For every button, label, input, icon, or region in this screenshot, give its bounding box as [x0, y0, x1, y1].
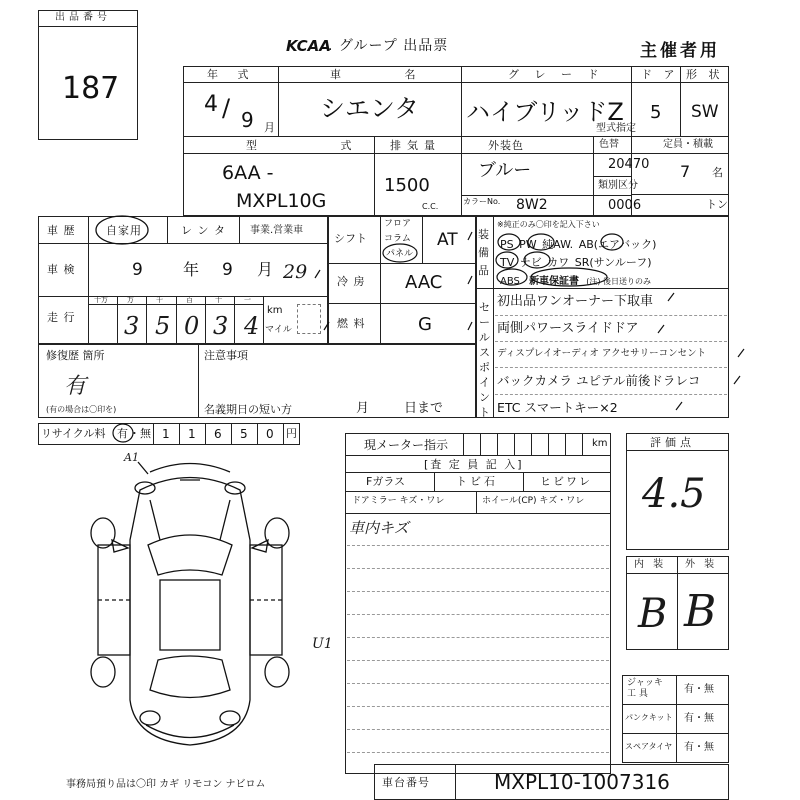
car-name: シエンタ: [320, 94, 420, 123]
equip-warranty: 新車保証書: [529, 276, 580, 287]
grade-label: グ レ ー ド: [508, 68, 605, 81]
equip-ab-note: (エアバック): [593, 238, 657, 251]
equip-sr-note: (サンルーフ): [589, 256, 652, 269]
sales-point: 両側パワースライドドア: [497, 321, 639, 336]
inspection-day: 29: [283, 261, 308, 283]
history-private: 自家用: [106, 224, 142, 237]
sales-point: 初出品ワンオーナー下取車: [497, 294, 654, 309]
equip-sr: SR: [574, 256, 590, 269]
mileage-unit-5: 一: [244, 296, 251, 304]
model-line1: 6AA -: [222, 162, 274, 184]
interior-label: 内 装: [634, 559, 667, 570]
mileage-unit-0: 十万: [94, 296, 108, 304]
mileage-unit-3: 百: [186, 296, 193, 304]
displacement-label: 排気量: [390, 139, 441, 152]
equip-tv: TV: [500, 256, 515, 269]
recycle-unit: 円: [286, 427, 297, 440]
inspector-mirror: ドアミラー キズ・ワレ: [352, 496, 445, 506]
recycle-no: ・無: [129, 427, 151, 440]
recycle-digit: 1: [188, 427, 196, 441]
notes-short-period: 名義期日の短い方: [204, 403, 292, 416]
inspector-cell: トビ石: [456, 475, 498, 488]
notes-label: 注意事項: [204, 349, 248, 362]
shift-option: パネル: [386, 249, 414, 259]
score-value: 4.5: [642, 471, 706, 517]
equip-ab: AB: [578, 238, 594, 251]
repair-note: (有の場合は〇印を): [46, 405, 117, 414]
mileage-unit-km: km: [267, 305, 283, 316]
mileage-digit: 3: [124, 312, 140, 340]
equip-leather: カワ: [547, 256, 570, 269]
displacement-unit: C.C.: [422, 202, 439, 211]
category-label: 類別区分: [598, 180, 638, 191]
damage-mark-a1: A1: [124, 451, 139, 464]
equip-ps: PS: [500, 238, 514, 251]
color-type-label: 色替: [599, 139, 619, 150]
capacity-label: 定員・積載: [663, 139, 713, 150]
tool-label: ジャッキ 工 具: [627, 678, 663, 699]
sheet-title: . グループ 出品票: [328, 38, 449, 54]
chassis-label: 車台番号: [382, 776, 430, 789]
inspection-label: 車 検: [47, 263, 76, 276]
model-line2: MXPL10G: [236, 190, 327, 212]
mileage-label: 走 行: [47, 311, 76, 324]
tool-value: 有・無: [684, 684, 714, 695]
shift-option: フロア: [384, 219, 412, 229]
shape-label: 形 状: [686, 68, 724, 81]
notes-day: 日まで: [404, 401, 444, 416]
inspection-year: 9: [132, 260, 143, 280]
mileage-unit-1: 万: [127, 296, 134, 304]
interior-value: B: [638, 591, 668, 637]
capacity-persons-unit: 名: [712, 166, 723, 179]
equip-note: (注) 後日送りのみ: [586, 277, 652, 286]
mileage-unit-mile: マイル: [265, 325, 292, 335]
meter-label: 現メーター指示: [364, 438, 449, 452]
year-slash: /: [222, 94, 231, 122]
meter-unit: km: [592, 438, 608, 449]
displacement-value: 1500: [384, 175, 430, 196]
year-month-unit: 月: [264, 121, 275, 134]
sales-points-side-label: セールスポイント: [479, 301, 490, 419]
tool-value: 有・無: [684, 742, 714, 753]
lot-divider: [38, 26, 138, 27]
grade-value: ハイブリッドZ: [466, 98, 624, 126]
color-label: 外装色: [488, 139, 524, 152]
shift-value: AT: [437, 230, 458, 250]
history-label: 車 歴: [47, 224, 76, 237]
repair-label: 修復歴 箇所: [46, 349, 105, 362]
equip-pw: PW: [519, 238, 537, 251]
recycle-digit: 6: [214, 427, 222, 441]
year-month: 9: [241, 108, 254, 132]
brand-logo: KCAA: [286, 37, 331, 55]
inspector-wheel: ホイール(CP) キズ・ワレ: [482, 496, 585, 506]
chassis-number: MXPL10-1007316: [494, 770, 670, 794]
inspection-year-unit: 年: [183, 260, 200, 279]
model-label: 型 式: [246, 139, 392, 152]
capacity-load-unit: トン: [706, 198, 728, 211]
mileage-digit: 4: [244, 312, 260, 340]
tool-label: スペアタイヤ: [625, 742, 673, 751]
inspector-cell: Fガラス: [366, 475, 405, 488]
type-designation-value: 20470: [608, 157, 650, 172]
organizer-label: 主催者用: [640, 41, 720, 61]
color-value: ブルー: [478, 160, 532, 181]
tool-value: 有・無: [684, 713, 714, 724]
exterior-value: B: [684, 586, 717, 637]
lot-label: 出品番号: [55, 12, 111, 23]
inspector-cell: ヒビワレ: [540, 475, 592, 488]
mileage-unit-2: 千: [156, 296, 163, 304]
capacity-persons: 7: [680, 162, 691, 181]
sales-point: ETC スマートキー×2: [497, 400, 618, 415]
recycle-digit: 0: [266, 427, 274, 441]
equipment-row-3: [500, 272, 651, 287]
type-designation-label: 型式指定: [596, 123, 636, 134]
color-code: 8W2: [516, 197, 548, 213]
mileage-digit: 5: [155, 312, 171, 340]
equipment-row-1: [500, 236, 656, 252]
color-code-label: カラーNo.: [463, 197, 501, 206]
inspection-month-unit: 月: [257, 260, 274, 279]
mileage-unit-check: [297, 304, 321, 334]
tool-label: パンクキット: [625, 713, 673, 722]
ac-value: AAC: [405, 272, 443, 293]
sales-point: ディスプレイオーディオ アクセサリーコンセント: [497, 348, 707, 359]
equip-abs: ABS: [500, 276, 520, 287]
year-era: 4: [204, 92, 218, 117]
recycle-digit: 5: [240, 427, 248, 441]
recycle-label: リサイクル料: [41, 427, 106, 440]
exterior-label: 外 装: [685, 559, 718, 570]
shift-label: シフト: [334, 232, 367, 245]
lot-number: 187: [62, 71, 120, 106]
office-items: 事務局預り品は〇印 カギ リモコン ナビロム: [66, 779, 266, 790]
equipment-note: ※純正のみ〇印を記入下さい: [497, 220, 600, 229]
inspector-header: [査 定 員 記 入]: [424, 458, 524, 471]
shape-value: SW: [691, 102, 719, 122]
damage-mark-u1: U1: [312, 636, 333, 652]
history-rental: レ ン タ: [181, 224, 226, 237]
year-label: 年 式: [207, 68, 257, 81]
repair-value: 有: [64, 374, 87, 399]
equip-aw: 純AW.: [542, 238, 574, 251]
fuel-label: 燃 料: [337, 317, 366, 330]
shift-option: コラム: [384, 234, 411, 244]
doors-value: 5: [650, 102, 662, 123]
inspection-month: 9: [222, 260, 233, 280]
fuel-value: G: [418, 314, 432, 335]
car-name-label: 車 名: [330, 68, 446, 81]
check-marks: [0, 0, 1, 1]
score-label: 評価点: [650, 436, 695, 449]
notes-month: 月: [356, 401, 370, 416]
mileage-unit-4: 十: [215, 296, 222, 304]
recycle-yes: 有: [117, 427, 128, 440]
mileage-digit: 0: [184, 312, 200, 340]
ac-label: 冷 房: [337, 275, 366, 288]
category-value: 0006: [608, 198, 642, 213]
inspector-remark: 車内キズ: [349, 519, 409, 537]
mileage-digit: 3: [213, 312, 229, 340]
doors-label: ド ア: [641, 68, 679, 81]
equip-navi: ナビ: [519, 256, 542, 269]
recycle-digit: 1: [162, 427, 170, 441]
equipment-side-label: 装 備 品: [478, 228, 489, 277]
history-business: 事業.営業車: [250, 225, 304, 236]
sales-point: バックカメラ ユピテル前後ドラレコ: [497, 373, 701, 388]
